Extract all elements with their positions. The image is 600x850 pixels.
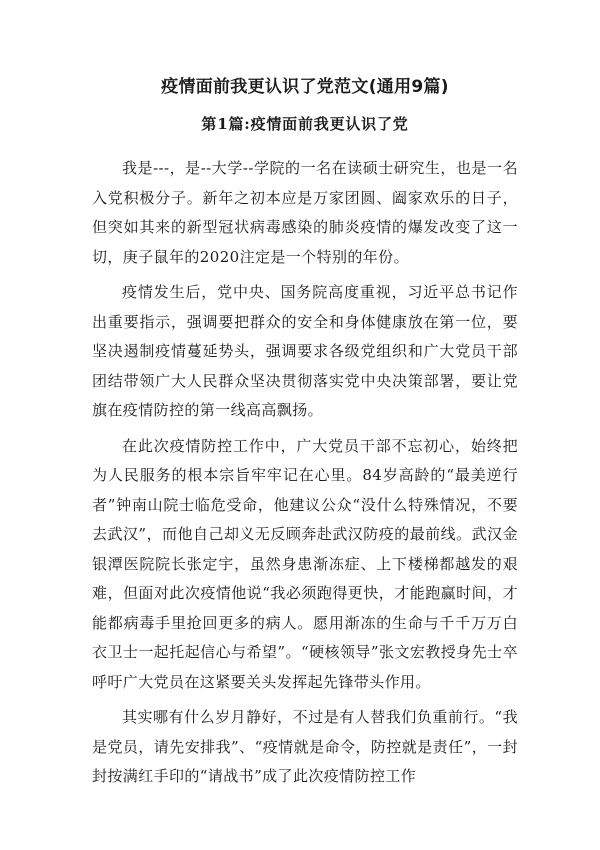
body-paragraph: 在此次疫情防控工作中，广大党员干部不忘初心，始终把为人民服务的根本宗旨牢牢记在心里。84岁高龄的“最美逆行者”钟南山院士临危受命，他建议公众“没什么特殊情况，不要去武汉”，而他自己却义无反顾奔赴武汉防疫的最前线。武汉金银潭医院院长张定宇，虽然身患渐冻症、上下楼梯都越发的艰难，但面对此次疫情他说“我必须跑得更快，才能跑赢时间，才能都病毒手里抢回更多的病人。愿用渐冻的生命与千千万万白衣卫士一起托起信心与希望”。“硬核领导”张文宏教授身先士卒呼吁广大党员在这紧要关头发挥起先锋带头作用。 [92,436,518,691]
document-title: 疫情面前我更认识了党范文(通用9篇) [161,77,449,97]
body-paragraph: 我是---，是--大学--学院的一名在读硕士研究生，也是一名入党积极分子。新年之初本应是万家团圆、阖家欢乐的日子，但突如其来的新型冠状病毒感染的肺炎疫情的爆发改变了这一切，庚子鼠年的2020注定是一个特别的年份。 [92,159,518,266]
document-body [92,154,518,792]
section-title: 第1篇:疫情面前我更认识了党 [201,115,409,133]
body-paragraph: 其实哪有什么岁月静好，不过是有人替我们负重前行。“我是党员，请先安排我”、“疫情就是命令，防控就是责任”，一封封按满红手印的“请战书”成了此次疫情防控工作 [92,708,518,785]
body-paragraph: 疫情发生后，党中央、国务院高度重视，习近平总书记作出重要指示，强调要把群众的安全和身体健康放在第一位，要坚决遏制疫情蔓延势头，强调要求各级党组织和广大党员干部团结带领广大人民群众坚决贯彻落实党中央决策部署，要让党旗在疫情防控的第一线高高飘扬。 [92,283,518,419]
